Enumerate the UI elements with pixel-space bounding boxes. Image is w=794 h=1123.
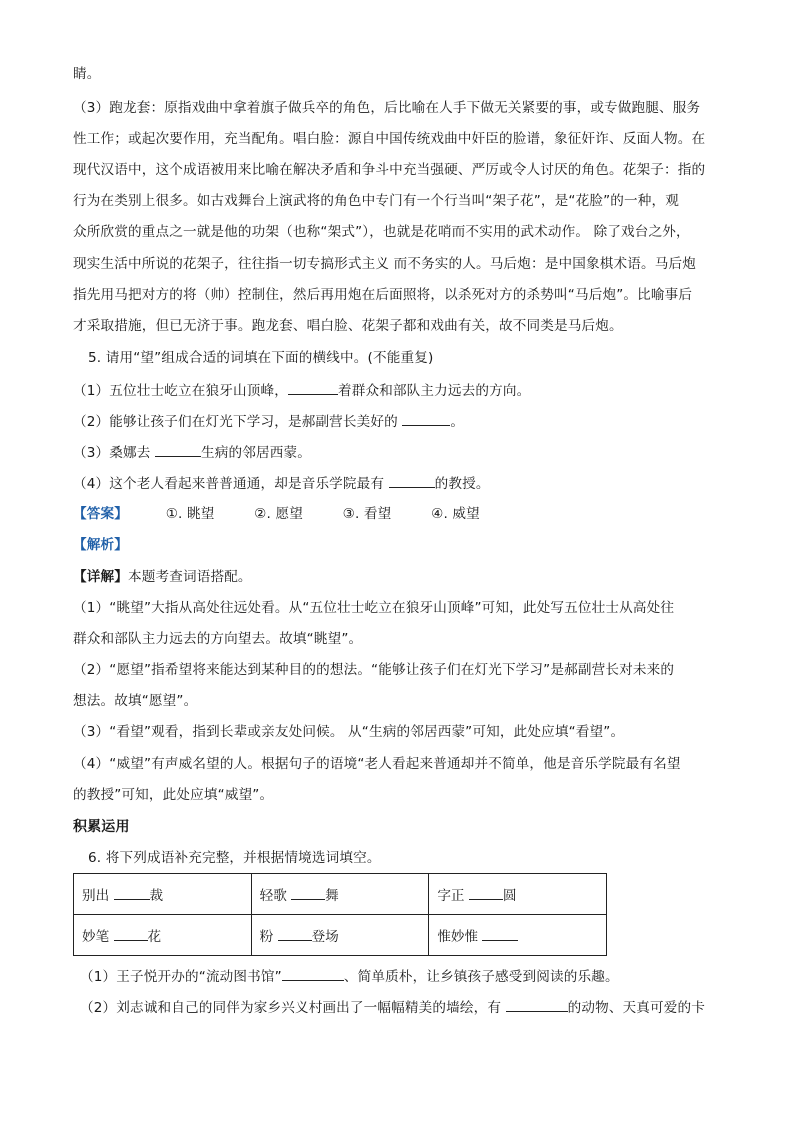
question-5-item-4 [73, 473, 490, 494]
cell-text: 裁 [149, 888, 164, 904]
item-text: （1）五位壮士屹立在狼牙山顶峰， [73, 383, 288, 399]
section-title: 积累运用 [73, 819, 130, 835]
cell-text: 轻歌 [259, 888, 292, 904]
question-6-sub-2 [80, 997, 705, 1018]
detail-line: 想法。故填“愿望”。 [73, 693, 198, 709]
cell-text: 别出 [82, 888, 114, 904]
answer-blank[interactable] [506, 997, 568, 1012]
detail-line: 群众和部队主力远去的方向望去。故填“眺望”。 [73, 631, 363, 647]
table-cell [251, 915, 429, 956]
answer-blank[interactable] [282, 966, 344, 981]
item-text: 的教授。 [434, 476, 490, 492]
text-line: 指先用马把对方的将（帅）控制住，然后再用炮在后面照将，以杀死对方的杀势叫“马后炮”。比喻事后 [73, 287, 693, 303]
item-text: （1）王子悦开办的“流动图书馆” [80, 969, 282, 985]
table-row [74, 874, 607, 915]
detail-line: 的教授”可知，此处应填“威望”。 [73, 787, 274, 803]
answer-blank[interactable] [288, 380, 338, 395]
question-5-stem: 5. 请用“望”组成合适的词填在下面的横线中。(不能重复) [88, 350, 434, 366]
table-cell [74, 915, 252, 956]
answer-blank[interactable] [389, 473, 435, 488]
table-cell [429, 874, 607, 915]
item-text: 的动物、天真可爱的卡 [567, 1000, 706, 1016]
cell-text: 惟妙惟 [437, 929, 483, 945]
answer-blank[interactable] [155, 442, 201, 457]
item-text: （3）桑娜去 [73, 445, 155, 461]
item-text: 生病的邻居西蒙。 [201, 445, 311, 461]
text-line: 现实生活中所说的花架子，往往指一切专搞形式主义 而不务实的人。马后炮：是中国象棋术语。马后炮 [73, 256, 696, 272]
detail-line: （1）“眺望”大指从高处往远处看。从“五位壮士屹立在狼牙山顶峰”可知，此处写五位壮士从高处往 [73, 600, 675, 616]
answer-item: ②. 愿望 [254, 506, 303, 522]
detail-intro [73, 567, 252, 587]
text-line: 众所欣赏的重点之一就是他的功架（也称“架式”），也就是花哨而不实用的武术动作。 除了戏台之外， [73, 224, 690, 240]
text-line: 才采取措施，但已无济于事。跑龙套、唱白脸、花架子都和戏曲有关，故不同类是马后炮。 [73, 318, 623, 334]
item-text: （2）能够让孩子们在灯光下学习，是郝副营长美好的 [73, 414, 403, 430]
table-cell [429, 915, 607, 956]
analysis-tag: 【解析】 [73, 537, 128, 553]
text-line: 行为在类别上很多。如古戏舞台上演武将的角色中专门有一个行当叫“架子花”，是“花脸”的一种，观 [73, 193, 680, 209]
text-line: 睛。 [73, 66, 101, 82]
detail-line: （2）“愿望”指希望将来能达到某种目的的想法。“能够让孩子们在灯光下学习”是郝副营长对未来的 [73, 662, 675, 678]
answer-line [73, 504, 480, 524]
answer-blank[interactable] [291, 885, 325, 900]
answer-item: ③. 看望 [342, 506, 392, 522]
detail-tag: 【详解】 [73, 569, 128, 585]
answer-blank[interactable] [482, 926, 518, 941]
question-5-item-1 [73, 380, 530, 401]
answer-blank[interactable] [402, 411, 450, 426]
text-line: 现代汉语中，这个成语被用来比喻在解决矛盾和争斗中充当强硬、严厉或令人讨厌的角色。花架子：指的 [73, 162, 706, 178]
answer-blank[interactable] [114, 926, 148, 941]
cell-text: 字正 [437, 888, 469, 904]
detail-intro-text: 本题考查词语搭配。 [127, 569, 252, 585]
item-text: （2）刘志诚和自己的同伴为家乡兴义村画出了一幅幅精美的墙绘，有 [80, 1000, 506, 1016]
detail-line: （3）“看望”观看，指到长辈或亲友处问候。 从“生病的邻居西蒙”可知，此处应填“看望”。 [73, 724, 625, 740]
item-text: 着群众和部队主力远去的方向。 [337, 383, 531, 399]
text-line: 性工作；或起次要作用，充当配角。唱白脸：源自中国传统戏曲中奸臣的脸谱，象征奸诈、反面人物。在 [73, 131, 706, 147]
answer-blank[interactable] [114, 885, 150, 900]
item-text: （4）这个老人看起来普普通通，却是音乐学院最有 [73, 476, 389, 492]
cell-text: 妙笔 [82, 929, 114, 945]
answer-blank[interactable] [469, 885, 503, 900]
question-6-sub-1 [80, 966, 619, 987]
item-text: 。 [450, 414, 465, 430]
cell-text: 登场 [311, 929, 339, 945]
item-text: 、简单质朴，让乡镇孩子感受到阅读的乐趣。 [343, 969, 619, 985]
table-cell [251, 874, 429, 915]
question-5-item-3 [73, 442, 311, 463]
question-5-item-2 [73, 411, 464, 432]
answer-item: ①. 眺望 [165, 506, 215, 522]
text-line: （3）跑龙套：原指戏曲中拿着旗子做兵卒的角色，后比喻在人手下做无关紧要的事，或专做跑腿、服务 [73, 100, 701, 116]
answer-item: ④. 威望 [431, 506, 480, 522]
cell-text: 圆 [502, 888, 517, 904]
table-cell [74, 874, 252, 915]
answer-tag: 【答案】 [73, 506, 128, 522]
idiom-table [73, 873, 607, 956]
table-row [74, 915, 607, 956]
answer-blank[interactable] [278, 926, 312, 941]
cell-text: 花 [147, 929, 162, 945]
detail-line: （4）“威望”有声威名望的人。根据句子的语境“老人看起来普通却并不简单，他是音乐学院最有名望 [73, 756, 681, 772]
cell-text: 粉 [259, 929, 278, 945]
cell-text: 舞 [325, 888, 339, 904]
question-6-stem: 6. 将下列成语补充完整，并根据情境选词填空。 [88, 850, 381, 866]
